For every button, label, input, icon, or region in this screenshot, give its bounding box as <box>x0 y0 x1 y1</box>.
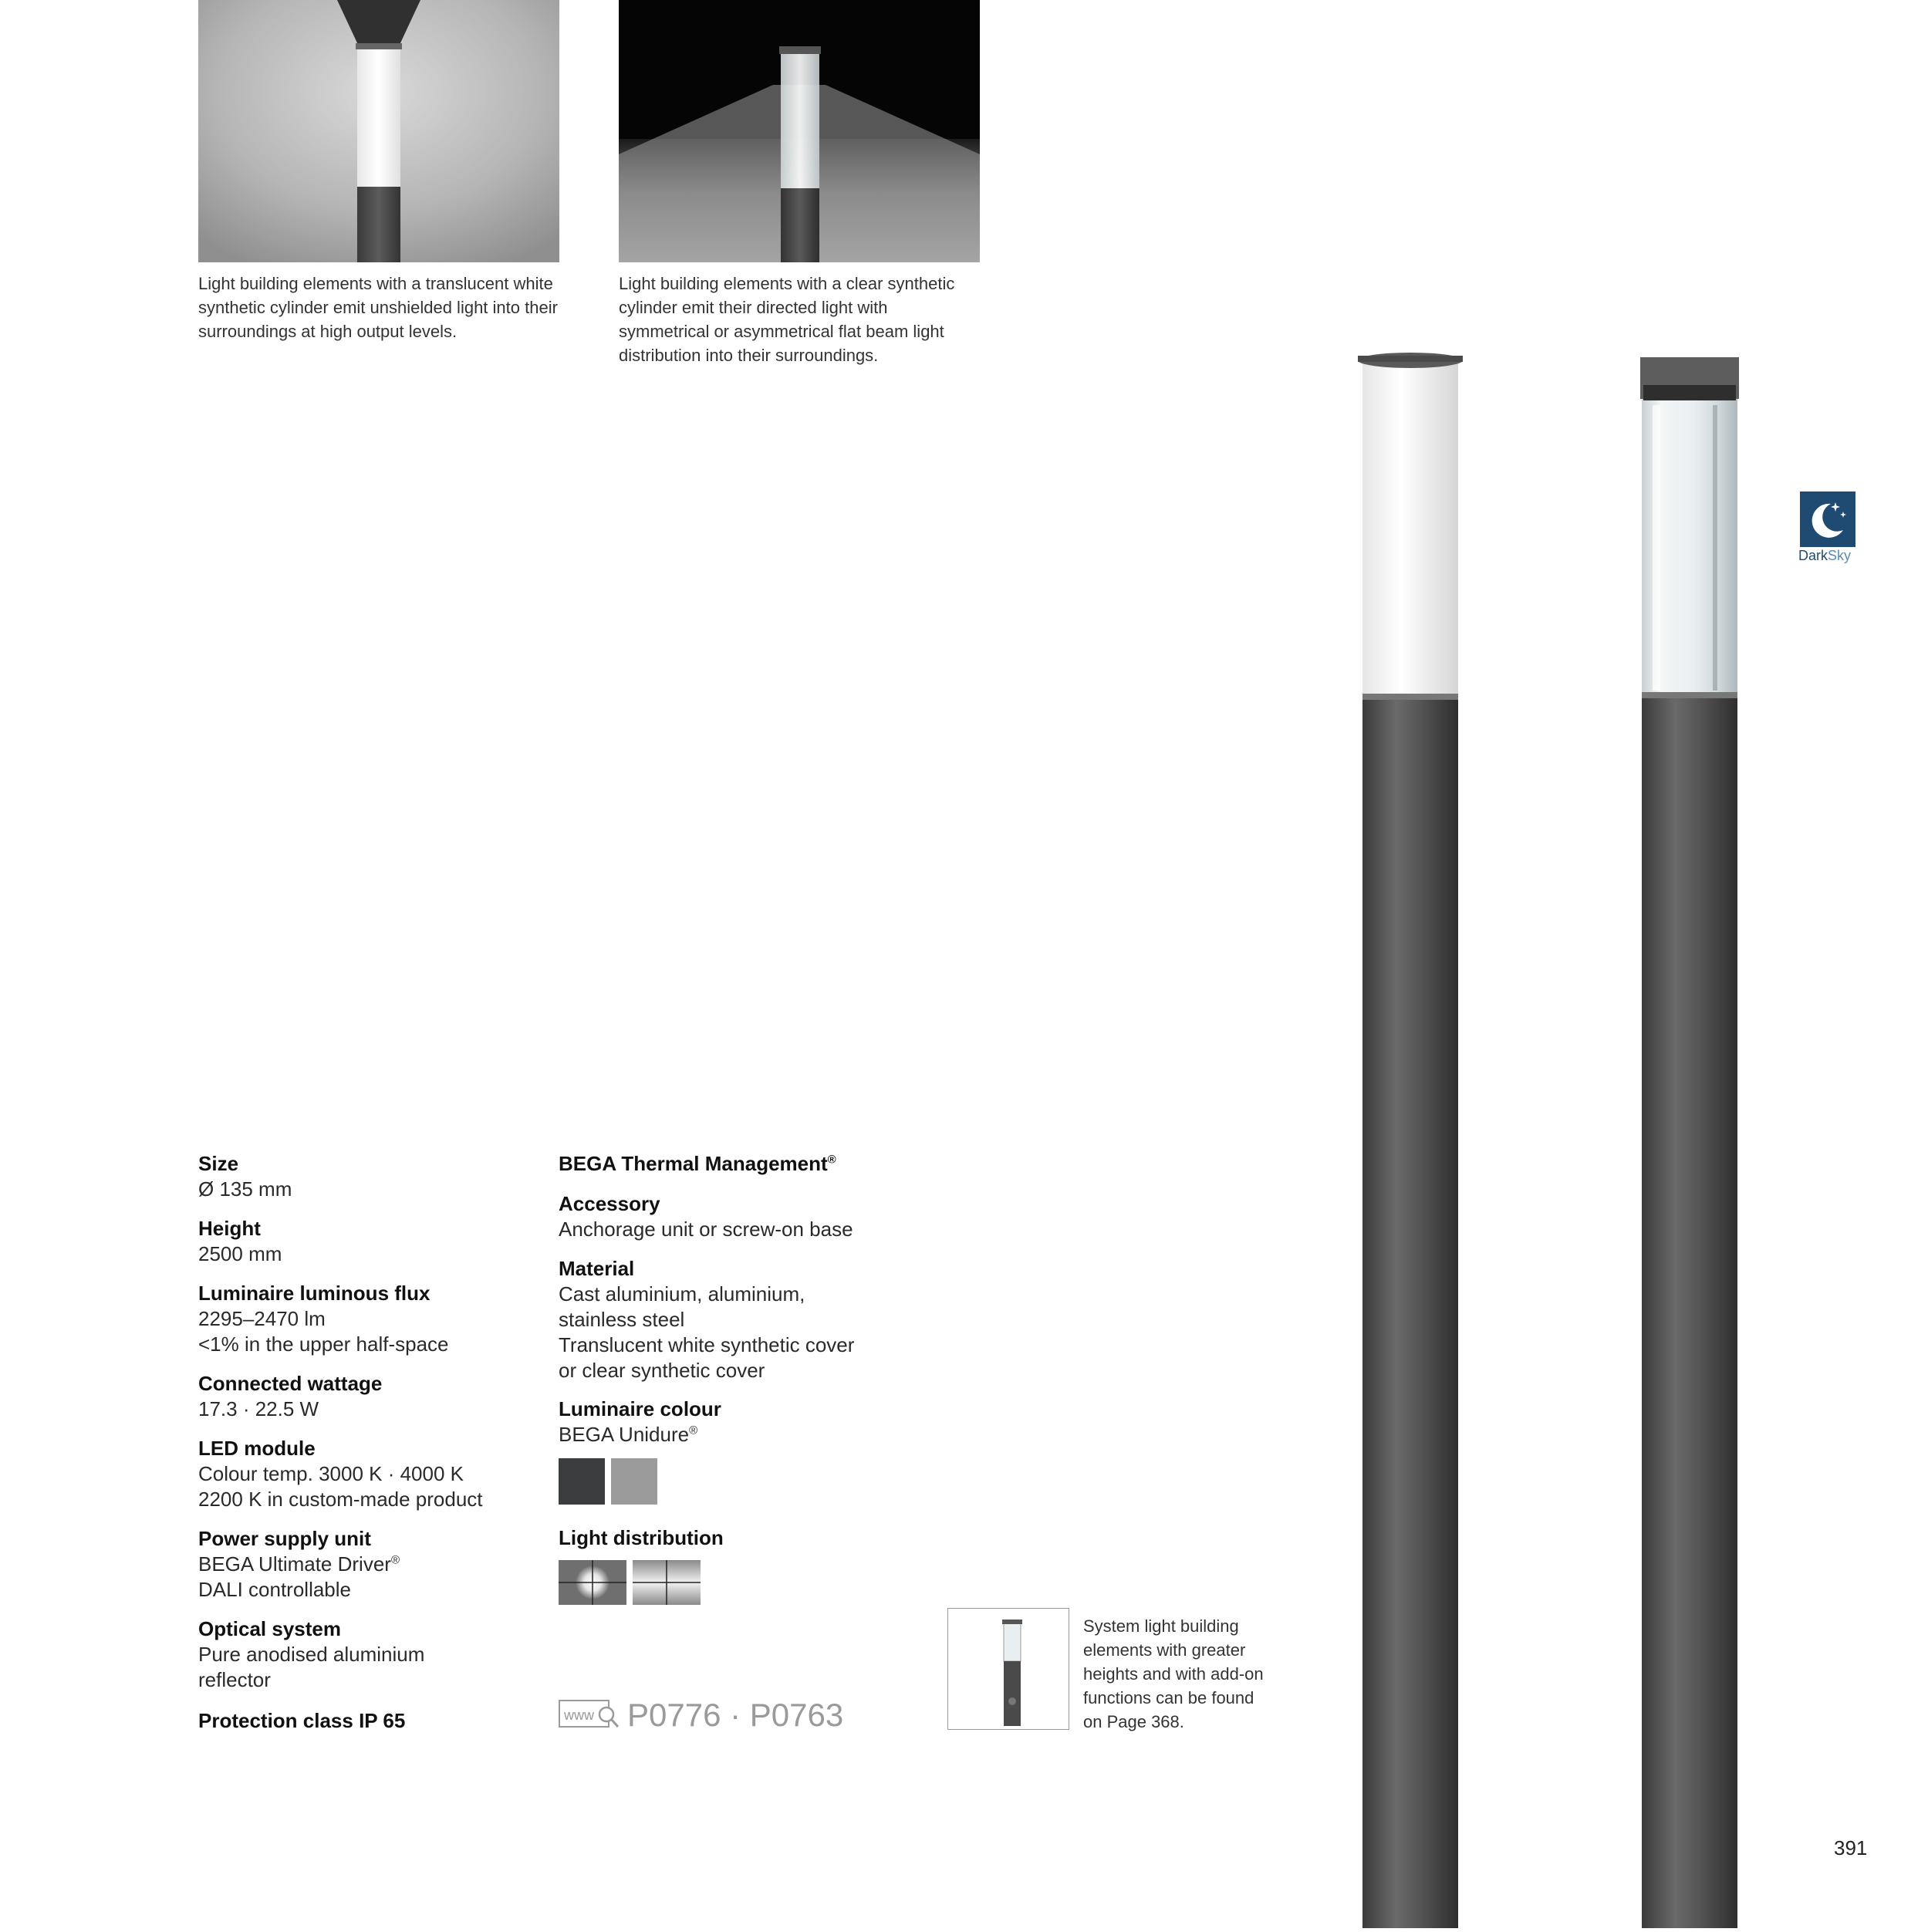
material-value-1: Cast aluminium, aluminium, <box>559 1282 805 1305</box>
psu-value-1: BEGA Ultimate Driver <box>198 1552 391 1576</box>
photo-translucent-cylinder <box>198 0 559 262</box>
colour-swatch-graphite <box>559 1458 605 1505</box>
accessory-label: Accessory <box>559 1192 660 1215</box>
led-value-2: 2200 K in custom-made product <box>198 1488 483 1511</box>
thermal-registered-mark: ® <box>827 1153 836 1167</box>
wattage-value: 17.3 · 22.5 W <box>198 1397 319 1420</box>
distribution-label: Light distribution <box>559 1526 724 1549</box>
spec-height <box>198 1216 282 1267</box>
spec-flux <box>198 1281 449 1357</box>
colour-swatch-silver <box>611 1458 657 1505</box>
flux-value-1: 2295–2470 lm <box>198 1307 326 1330</box>
size-value: Ø 135 mm <box>198 1177 292 1201</box>
optical-value-1: Pure anodised aluminium <box>198 1643 425 1666</box>
material-value-2: stainless steel <box>559 1308 685 1331</box>
spec-accessory <box>559 1191 853 1242</box>
spec-material <box>559 1256 854 1383</box>
psu-label: Power supply unit <box>198 1527 371 1550</box>
spec-protection <box>198 1708 405 1734</box>
led-value-1: Colour temp. 3000 K · 4000 K <box>198 1462 464 1485</box>
darksky-badge <box>1800 491 1855 547</box>
led-label: LED module <box>198 1437 316 1460</box>
spec-led <box>198 1436 483 1512</box>
product-codes-link[interactable]: P0776 · P0763 <box>627 1697 844 1733</box>
material-value-4: or clear synthetic cover <box>559 1359 765 1382</box>
size-label: Size <box>198 1152 239 1175</box>
caption-translucent: Light building elements with a translucent white synthetic cylinder emit unshielded light into their surroundings at high output levels. <box>198 274 558 341</box>
spec-size <box>198 1151 292 1202</box>
psu-registered-mark: ® <box>390 1553 400 1567</box>
thermal-label: BEGA Thermal Management <box>559 1152 828 1175</box>
colour-label: Luminaire colour <box>559 1397 721 1420</box>
spec-colour <box>559 1397 721 1447</box>
flux-label: Luminaire luminous flux <box>198 1282 431 1305</box>
colour-value: BEGA Unidure <box>559 1423 690 1446</box>
system-thumbnail <box>947 1608 1069 1730</box>
spec-thermal <box>559 1151 836 1177</box>
page-number: 391 <box>1834 1836 1868 1859</box>
www-icon-text: www <box>564 1707 594 1723</box>
moon-stars-icon <box>1800 491 1855 547</box>
photo-clear-cylinder <box>619 0 980 262</box>
wattage-label: Connected wattage <box>198 1372 383 1395</box>
height-value: 2500 mm <box>198 1242 282 1265</box>
optical-value-2: reflector <box>198 1668 271 1691</box>
accessory-value: Anchorage unit or screw-on base <box>559 1218 853 1241</box>
spec-wattage <box>198 1371 382 1422</box>
material-value-3: Translucent white synthetic cover <box>559 1333 855 1356</box>
darksky-label-dark: Dark <box>1798 548 1828 563</box>
distribution-symmetric-icon <box>559 1560 626 1605</box>
protection-label: Protection class IP 65 <box>198 1709 406 1732</box>
psu-value-2: DALI controllable <box>198 1578 351 1601</box>
spec-psu <box>198 1526 400 1603</box>
darksky-label <box>1798 548 1851 564</box>
distribution-asymmetric-icon <box>633 1560 701 1605</box>
darksky-label-light: Sky <box>1828 548 1852 563</box>
material-label: Material <box>559 1257 635 1280</box>
flux-value-2: <1% in the upper half-space <box>198 1332 449 1356</box>
height-label: Height <box>198 1217 261 1240</box>
product-image-bollards <box>1350 351 1751 1928</box>
optical-label: Optical system <box>198 1617 341 1640</box>
colour-registered-mark: ® <box>689 1424 698 1437</box>
spec-distribution <box>559 1525 724 1551</box>
spec-optical <box>198 1616 424 1693</box>
caption-clear: Light building elements with a clear synthetic cylinder emit their directed light with symmetrical or asymmetrical flat beam light distribution into their surroundings. <box>619 274 955 365</box>
www-search-icon[interactable] <box>559 1699 620 1730</box>
system-note: System light building elements with greater heights and with add-on functions can be found on Page 368. <box>1083 1616 1264 1731</box>
